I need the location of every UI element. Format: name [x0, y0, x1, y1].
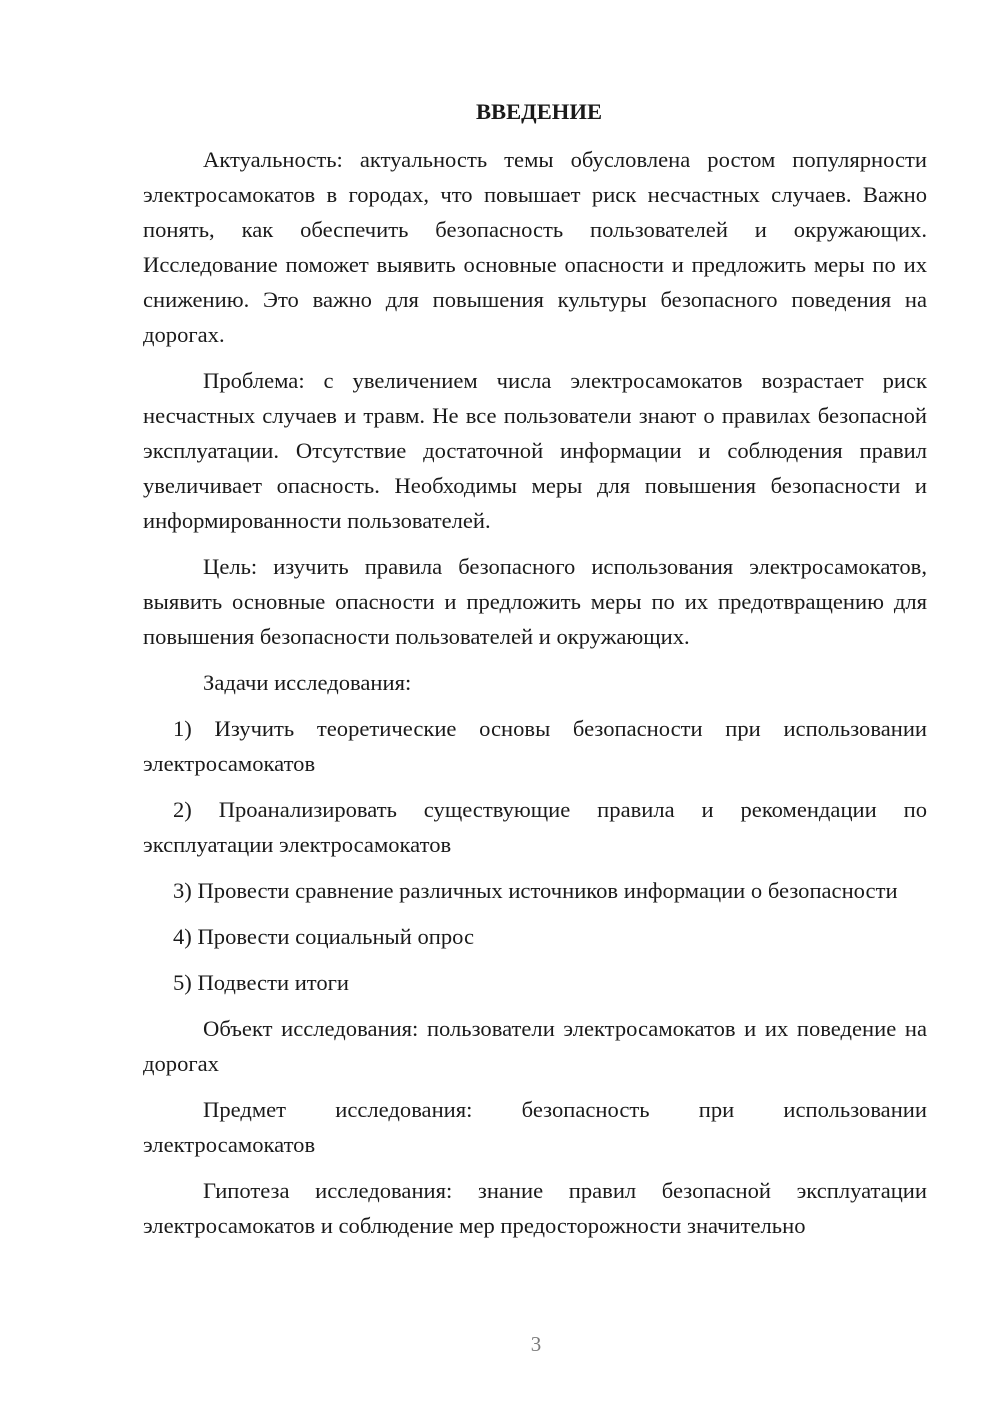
page-content [143, 94, 927, 1254]
relevance-paragraph: Актуальность: актуальность темы обусловлена ростом популярности электросамокатов в городах, что повышает риск несчастных случаев. Важно понять, как обеспечить безопасность пользователей и окружающих. Исследование поможет выявить основные опасности и предложить меры по их снижению. Это важно для повышения культуры безопасного поведения на дорогах. [143, 147, 927, 347]
tasks-heading: Задачи исследования: [203, 670, 412, 695]
task-item: 3) Провести сравнение различных источников информации о безопасности [173, 878, 898, 903]
problem-paragraph: Проблема: с увеличением числа электросамокатов возрастает риск несчастных случаев и травм. Не все пользователи знают о правилах безопасной эксплуатации. Отсутствие достаточной информации и соблюдения правил увеличивает опасность. Необходимы меры для повышения безопасности и информированности пользователей. [143, 368, 927, 533]
goal-paragraph: Цель: изучить правила безопасного использования электросамокатов, выявить основные опасности и предложить меры по их предотвращению для повышения безопасности пользователей и окружающих. [143, 554, 927, 649]
page-number: 3 [530, 1332, 542, 1356]
task-item: 5) Подвести итоги [173, 970, 350, 995]
subject-paragraph: Предмет исследования: безопасность при использовании электросамокатов [143, 1097, 927, 1157]
task-item: 1) Изучить теоретические основы безопасности при использовании электросамокатов [143, 716, 927, 776]
page-title: ВВЕДЕНИЕ [475, 99, 603, 124]
hypothesis-paragraph: Гипотеза исследования: знание правил безопасной эксплуатации электросамокатов и соблюдение мер предосторожности значительно [143, 1178, 927, 1238]
task-item: 4) Провести социальный опрос [173, 924, 475, 949]
task-item: 2) Проанализировать существующие правила и рекомендации по эксплуатации электросамокатов [143, 797, 927, 857]
object-paragraph: Объект исследования: пользователи электросамокатов и их поведение на дорогах [143, 1016, 927, 1076]
